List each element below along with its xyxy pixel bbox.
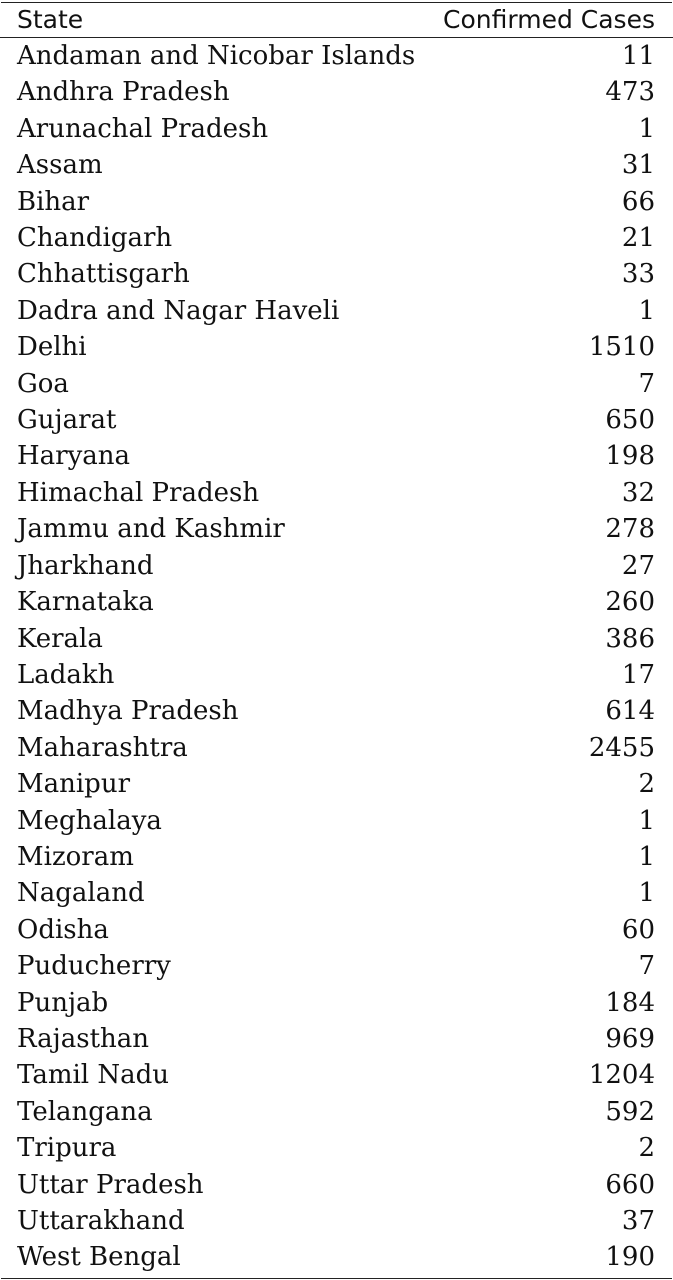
state-cell: Goa <box>17 368 69 399</box>
table-row <box>0 730 673 766</box>
table-row <box>0 621 673 657</box>
cases-cell: 1 <box>638 805 655 836</box>
state-cell: Puducherry <box>17 951 171 982</box>
cases-cell: 66 <box>621 186 655 217</box>
cases-cell: 17 <box>621 659 655 690</box>
state-cell: Rajasthan <box>17 1023 150 1054</box>
cases-cell: 1 <box>638 878 655 909</box>
cases-cell: 650 <box>605 405 655 436</box>
cases-cell: 11 <box>621 41 655 71</box>
table-row <box>0 438 673 474</box>
table-row <box>0 803 673 839</box>
table-row <box>0 1130 673 1166</box>
cases-cell: 21 <box>621 223 655 254</box>
cases-cell: 592 <box>605 1096 655 1127</box>
state-cell: Mizoram <box>17 841 134 872</box>
table-row <box>0 1057 673 1093</box>
state-cell: Bihar <box>17 186 90 217</box>
cases-cell: 60 <box>621 914 655 945</box>
state-cell: Tripura <box>17 1133 117 1164</box>
state-cell: Gujarat <box>17 405 117 436</box>
state-cell: Arunachal Pradesh <box>17 113 269 144</box>
cases-cell: 260 <box>605 587 655 618</box>
table-row <box>0 948 673 984</box>
cases-table-container <box>0 2 673 1279</box>
state-cell: Uttar Pradesh <box>17 1169 204 1200</box>
table-row <box>0 875 673 911</box>
bottom-rule <box>1 1278 672 1279</box>
cases-cell: 614 <box>605 696 655 727</box>
cases-cell: 1 <box>638 295 655 326</box>
header-confirmed-cases: Confirmed Cases <box>443 5 655 34</box>
cases-cell: 1204 <box>588 1060 655 1091</box>
table-row <box>0 511 673 547</box>
state-cell: Manipur <box>17 769 131 800</box>
header-row <box>0 3 673 38</box>
table-row <box>0 657 673 693</box>
table-row <box>0 147 673 183</box>
state-cell: Andhra Pradesh <box>17 77 230 108</box>
cases-cell: 2455 <box>588 732 655 763</box>
state-cell: Meghalaya <box>17 805 162 836</box>
cases-cell: 386 <box>605 623 655 654</box>
state-cell: Kerala <box>17 623 103 654</box>
table-row <box>0 256 673 292</box>
header-state: State <box>17 5 84 34</box>
state-cell: Chhattisgarh <box>17 259 190 290</box>
cases-cell: 660 <box>605 1169 655 1200</box>
table-row <box>0 366 673 402</box>
table-row <box>0 1239 673 1275</box>
cases-cell: 190 <box>605 1242 655 1273</box>
table-row <box>0 184 673 220</box>
cases-cell: 7 <box>638 951 655 982</box>
cases-cell: 473 <box>605 77 655 108</box>
state-cell: Andaman and Nicobar Islands <box>17 41 416 71</box>
cases-cell: 2 <box>638 769 655 800</box>
state-cell: Delhi <box>17 332 87 363</box>
state-cell: Ladakh <box>17 659 115 690</box>
table-row <box>0 584 673 620</box>
table-row <box>0 111 673 147</box>
table-row <box>0 1203 673 1239</box>
cases-cell: 31 <box>621 150 655 181</box>
cases-cell: 32 <box>621 477 655 508</box>
table-row <box>0 38 673 75</box>
table-row <box>0 693 673 729</box>
table-row <box>0 402 673 438</box>
state-cell: Dadra and Nagar Haveli <box>17 295 340 326</box>
confirmed-cases-table <box>0 3 673 1276</box>
table-row <box>0 74 673 110</box>
table-row <box>0 293 673 329</box>
state-cell: Madhya Pradesh <box>17 696 239 727</box>
state-cell: Telangana <box>17 1096 153 1127</box>
cases-cell: 2 <box>638 1133 655 1164</box>
cases-cell: 969 <box>605 1023 655 1054</box>
state-cell: Tamil Nadu <box>17 1060 170 1091</box>
cases-cell: 1510 <box>588 332 655 363</box>
state-cell: Jammu and Kashmir <box>17 514 285 545</box>
table-row <box>0 475 673 511</box>
table-row <box>0 220 673 256</box>
table-row <box>0 1021 673 1057</box>
cases-cell: 1 <box>638 113 655 144</box>
state-cell: West Bengal <box>17 1242 181 1273</box>
table-row <box>0 1167 673 1203</box>
state-cell: Odisha <box>17 914 109 945</box>
cases-cell: 184 <box>605 987 655 1018</box>
state-cell: Jharkhand <box>17 550 154 581</box>
state-cell: Assam <box>17 150 103 181</box>
table-row <box>0 548 673 584</box>
cases-cell: 278 <box>605 514 655 545</box>
cases-cell: 1 <box>638 841 655 872</box>
state-cell: Punjab <box>17 987 109 1018</box>
state-cell: Nagaland <box>17 878 145 909</box>
table-row <box>0 912 673 948</box>
state-cell: Himachal Pradesh <box>17 477 260 508</box>
table-row <box>0 1094 673 1130</box>
state-cell: Karnataka <box>17 587 154 618</box>
cases-cell: 7 <box>638 368 655 399</box>
cases-cell: 198 <box>605 441 655 472</box>
table-row <box>0 329 673 365</box>
cases-cell: 27 <box>621 550 655 581</box>
state-cell: Chandigarh <box>17 223 173 254</box>
cases-cell: 37 <box>621 1206 655 1236</box>
state-cell: Haryana <box>17 441 131 472</box>
table-row <box>0 985 673 1021</box>
table-body <box>0 38 673 1276</box>
state-cell: Uttarakhand <box>17 1206 185 1236</box>
state-cell: Maharashtra <box>17 732 188 763</box>
table-row <box>0 839 673 875</box>
table-row <box>0 766 673 802</box>
cases-cell: 33 <box>621 259 655 290</box>
